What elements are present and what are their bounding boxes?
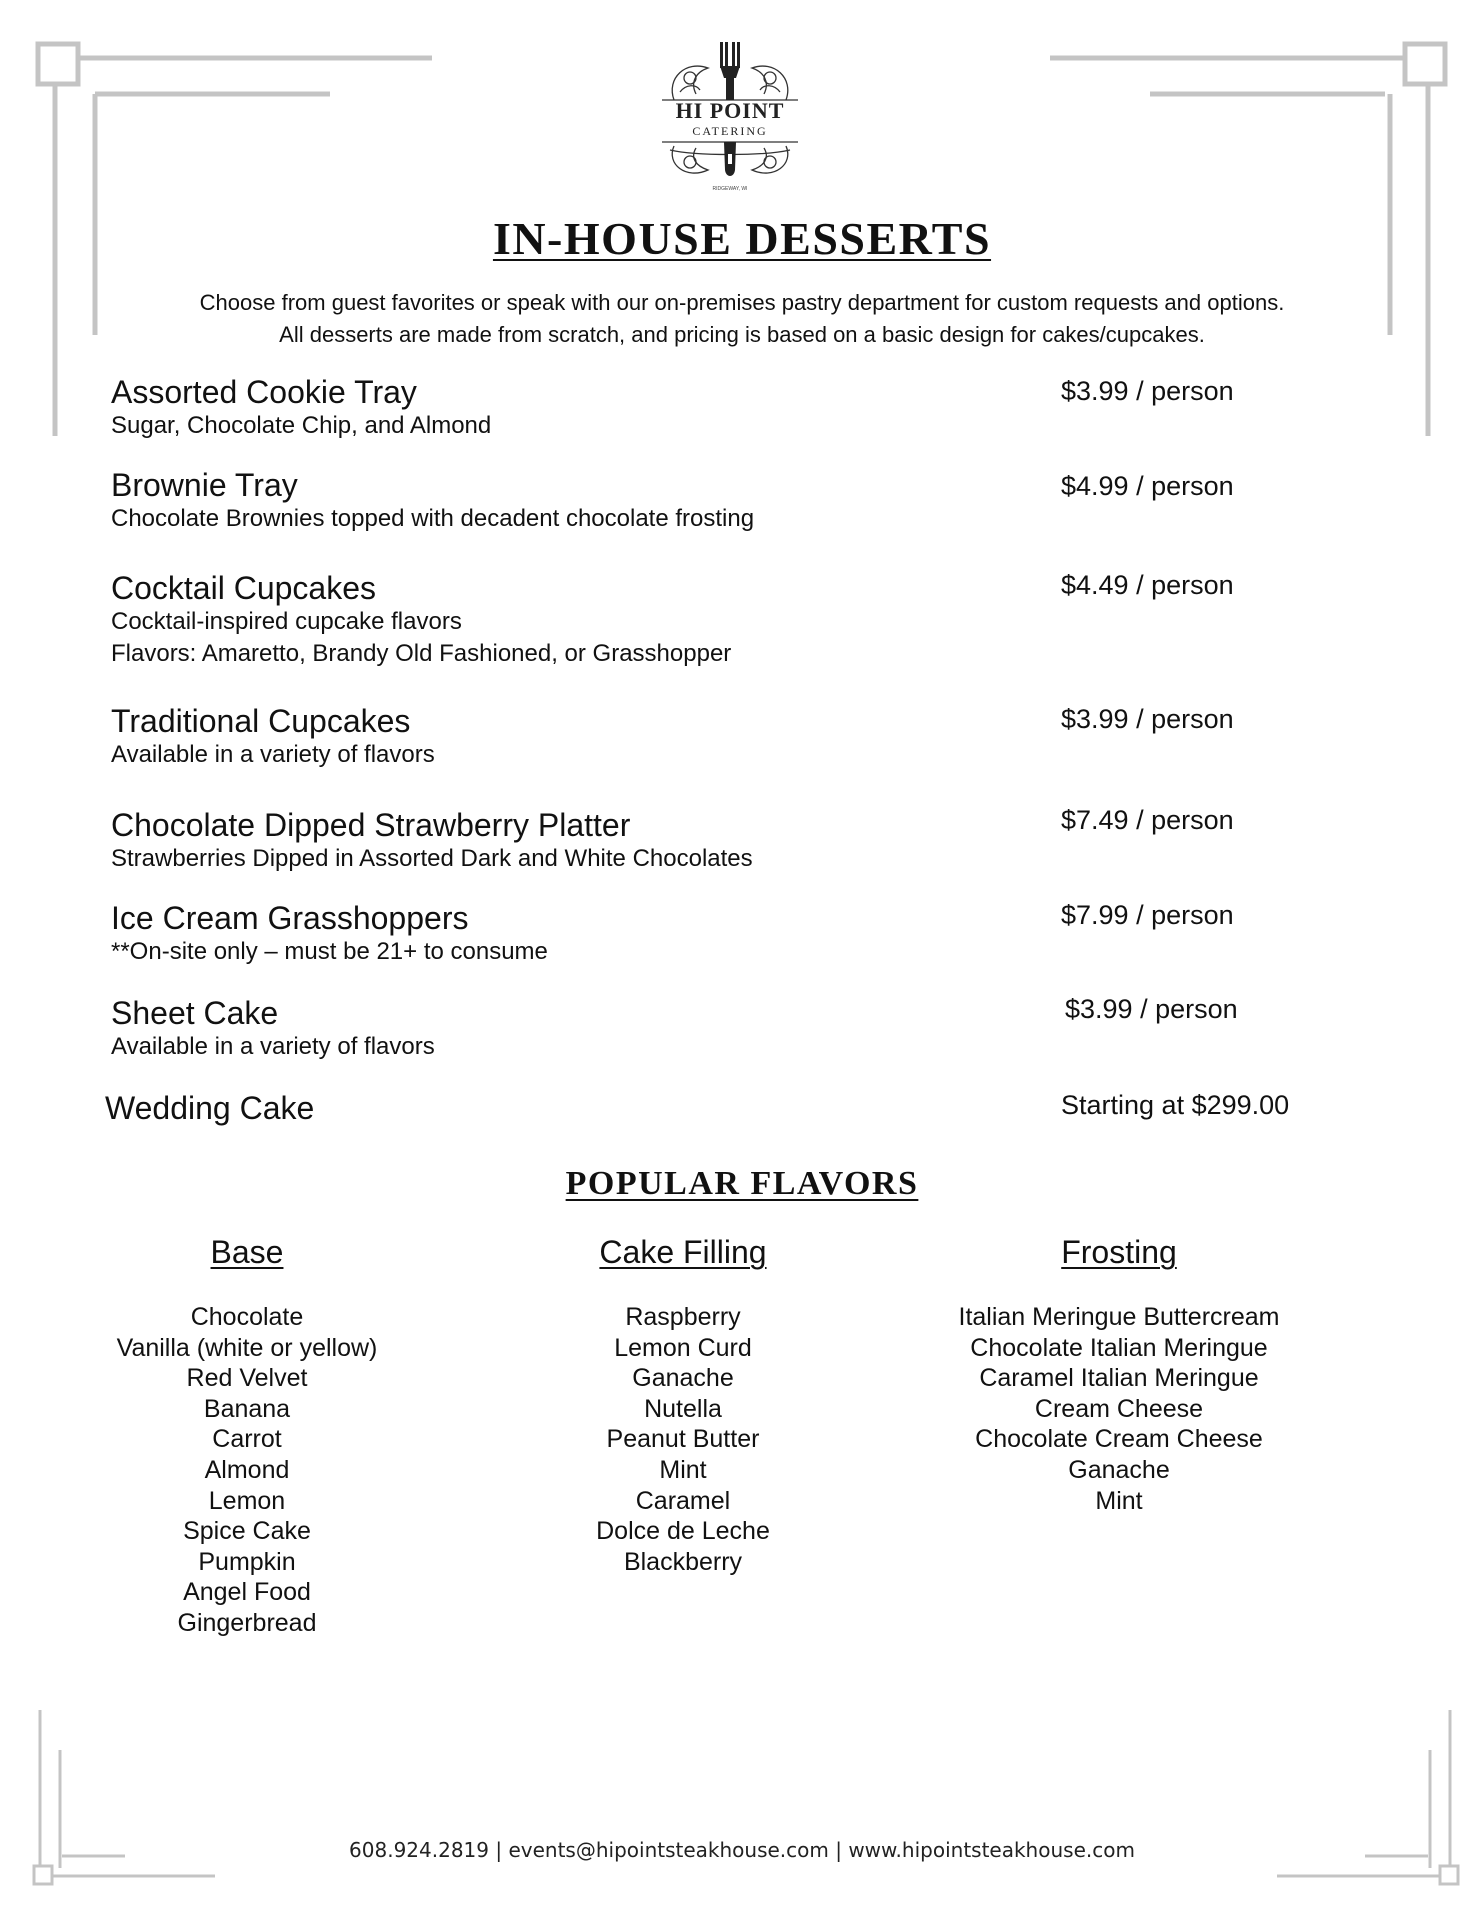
list-item: Ganache: [1068, 1455, 1170, 1484]
list-item: Chocolate Cream Cheese: [975, 1425, 1263, 1454]
list-item: Peanut Butter: [606, 1425, 760, 1454]
list-item: Caramel Italian Meringue: [979, 1364, 1259, 1393]
list-item: Chocolate Italian Meringue: [970, 1333, 1268, 1362]
item-name: Traditional Cupcakes: [111, 703, 411, 739]
list-item: Caramel: [635, 1486, 731, 1515]
menu-item: [111, 807, 1351, 875]
item-price: Starting at $299.00: [1061, 1090, 1290, 1120]
menu-item: [111, 467, 1351, 535]
list-item: Almond: [204, 1455, 290, 1484]
item-name: Assorted Cookie Tray: [111, 374, 417, 410]
list-item: Blackberry: [623, 1547, 743, 1576]
list-item: Banana: [203, 1394, 291, 1423]
item-description: Strawberries Dipped in Assorted Dark and White Chocolates: [111, 845, 753, 872]
item-name: Wedding Cake: [105, 1090, 315, 1126]
item-price: $3.99 / person: [1061, 376, 1234, 406]
contact-footer: 608.924.2819 | events@hipointsteakhouse.com | www.hipointsteakhouse.com: [349, 1838, 1135, 1862]
column-heading: Base: [210, 1234, 284, 1270]
list-item: Italian Meringue Buttercream: [958, 1303, 1280, 1331]
page-title: IN-HOUSE DESSERTS: [492, 213, 992, 264]
column-heading: Frosting: [1061, 1234, 1177, 1270]
list-item: Ganache: [632, 1364, 734, 1393]
intro-line-2: All desserts are made from scratch, and pricing is based on a basic design for cakes/cupcakes.: [279, 322, 1205, 347]
flavor-list: [899, 1302, 1339, 1516]
list-item: Spice Cake: [183, 1517, 311, 1546]
list-item: Nutella: [644, 1394, 722, 1423]
item-description: Available in a variety of flavors: [111, 1033, 435, 1060]
item-description: Available in a variety of flavors: [111, 741, 435, 768]
item-price: $7.49 / person: [1061, 805, 1234, 835]
list-item: Cream Cheese: [1034, 1394, 1204, 1423]
menu-item: [111, 374, 1351, 442]
item-description: **On-site only – must be 21+ to consume: [111, 938, 548, 965]
flavor-list: [463, 1302, 903, 1577]
menu-item: [105, 1090, 1345, 1126]
item-description: Chocolate Brownies topped with decadent chocolate frosting: [111, 505, 755, 532]
list-item: Lemon: [208, 1486, 286, 1515]
intro-line-1: Choose from guest favorites or speak with our on-premises pastry department for custom requests and options.: [199, 290, 1285, 315]
menu-item: [111, 900, 1351, 968]
logo-subtitle: CATERING: [692, 124, 768, 138]
flavors-heading: POPULAR FLAVORS: [565, 1165, 919, 1202]
item-price: $3.99 / person: [1065, 994, 1238, 1024]
hi-point-catering-logo: [656, 38, 804, 194]
item-price: $4.49 / person: [1061, 570, 1234, 600]
list-item: Carrot: [212, 1425, 282, 1454]
item-price: $3.99 / person: [1061, 704, 1234, 734]
column-heading: Cake Filling: [599, 1234, 767, 1270]
item-name: Ice Cream Grasshoppers: [111, 900, 469, 936]
list-item: Angel Food: [183, 1578, 311, 1607]
list-item: Mint: [1095, 1486, 1143, 1515]
item-price: $7.99 / person: [1061, 900, 1234, 930]
list-item: Vanilla (white or yellow): [116, 1333, 378, 1362]
flavor-column-base: [27, 1232, 467, 1639]
item-description: Sugar, Chocolate Chip, and Almond: [111, 412, 492, 439]
menu-item: [111, 703, 1351, 771]
item-name: Brownie Tray: [111, 467, 298, 503]
list-item: Red Velvet: [186, 1364, 308, 1393]
list-item: Mint: [659, 1455, 707, 1484]
list-item: Pumpkin: [198, 1547, 296, 1576]
list-item: Raspberry: [625, 1303, 741, 1331]
flavor-list: [27, 1302, 467, 1639]
menu-item: [111, 995, 1351, 1063]
item-name: Cocktail Cupcakes: [111, 570, 376, 606]
flavor-column-cake-filling: [463, 1232, 903, 1577]
item-description: Flavors: Amaretto, Brandy Old Fashioned, or Grasshopper: [111, 640, 732, 667]
item-description: Cocktail-inspired cupcake flavors: [111, 608, 462, 635]
list-item: Dolce de Leche: [596, 1517, 770, 1546]
list-item: Gingerbread: [177, 1608, 317, 1637]
list-item: Lemon Curd: [614, 1333, 752, 1362]
list-item: Chocolate: [190, 1303, 304, 1331]
flavor-column-frosting: [899, 1232, 1339, 1516]
menu-item: [111, 570, 1351, 670]
item-name: Sheet Cake: [111, 995, 279, 1031]
item-name: Chocolate Dipped Strawberry Platter: [111, 807, 631, 843]
logo-wordmark: HI POINT: [675, 98, 785, 123]
item-price: $4.99 / person: [1061, 471, 1234, 501]
logo-location: RIDGEWAY, WI: [712, 186, 748, 192]
